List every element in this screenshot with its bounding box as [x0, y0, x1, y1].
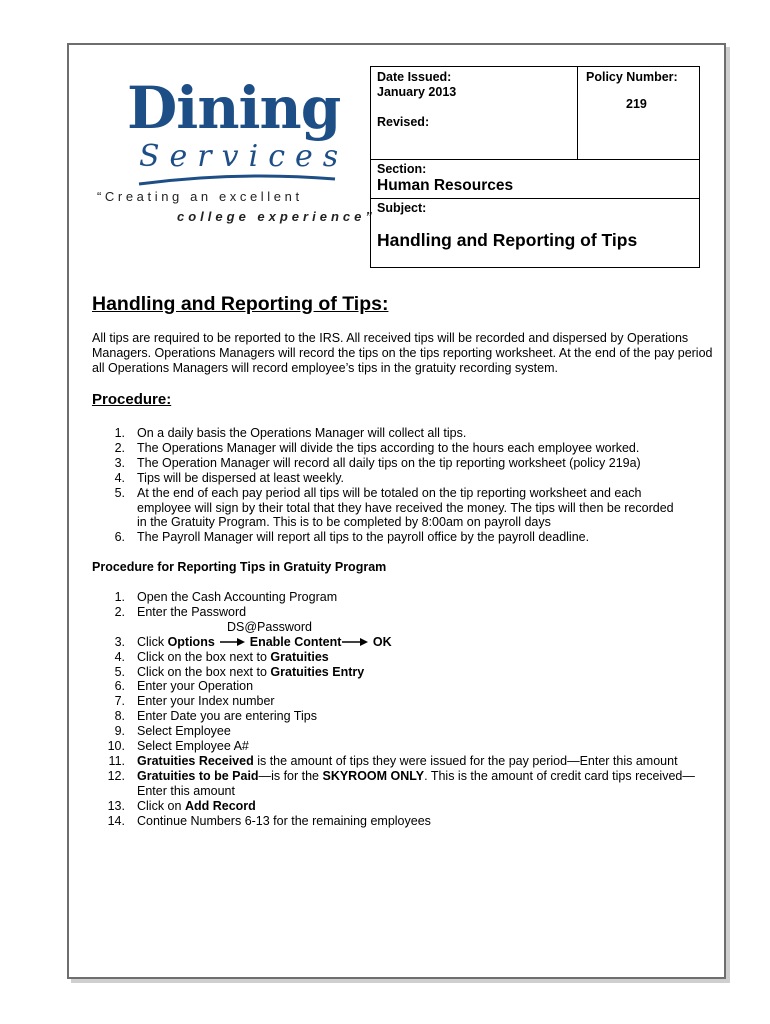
list-item: 11. Gratuities Received is the amount of tips they were issued for the pay period—Enter this amount — [108, 753, 678, 768]
list-item: 14. Continue Numbers 6-13 for the remaining employees — [107, 813, 431, 828]
logo-tagline-line2: college experience” — [177, 209, 376, 224]
policy-header-table — [370, 66, 700, 268]
intro-line: Managers. Operations Managers will record the tips on the tips reporting worksheet. At the end of the pay period — [92, 346, 713, 360]
list-item: 10. Select Employee A# — [107, 739, 249, 754]
document-page — [67, 43, 726, 979]
procedure-list — [92, 426, 712, 545]
list-item: 13. Click on Add Record — [107, 798, 256, 813]
list-item: 4. Click on the box next to Gratuities — [114, 649, 329, 664]
logo-services-text: Services — [139, 139, 349, 174]
list-item: 6. Enter your Operation — [114, 679, 254, 694]
list-item: 9. Select Employee — [114, 724, 231, 739]
list-item: 8. Enter Date you are entering Tips — [114, 709, 317, 724]
date-issued-label: Date Issued: — [377, 70, 452, 84]
gratuity-procedure-list — [92, 590, 712, 829]
dining-services-logo — [97, 73, 377, 243]
intro-paragraph — [92, 331, 732, 376]
date-cell — [371, 67, 578, 159]
list-item: 7. Enter your Index number — [114, 694, 275, 709]
arrow-right-icon — [218, 637, 246, 647]
policy-number-label: Policy Number: — [586, 70, 678, 84]
revised-label: Revised: — [377, 115, 430, 129]
list-item: 6. The Payroll Manager will report all tips to the payroll office by the payroll deadline. — [114, 530, 590, 545]
header-row-dates — [371, 67, 699, 160]
date-issued-value: January 2013 — [377, 85, 457, 99]
list-item: 5. Click on the box next to Gratuities Entry — [114, 664, 365, 679]
header-row-subject — [371, 199, 699, 267]
page-title: Handling and Reporting of Tips: — [92, 293, 389, 315]
arrow-right-icon — [341, 637, 369, 647]
logo-tagline-line1: “Creating an excellent — [97, 189, 303, 204]
subject-value: Handling and Reporting of Tips — [377, 230, 638, 250]
procedure-heading: Procedure: — [92, 391, 172, 408]
password-value: DS@Password — [227, 619, 312, 634]
section-value: Human Resources — [377, 177, 514, 194]
intro-line: All tips are required to be reported to the IRS. All received tips will be recorded and dispersed by Operations — [92, 331, 689, 345]
list-item: 2. The Operations Manager will divide the tips according to the hours each employee worked. — [114, 440, 640, 455]
subject-label: Subject: — [377, 201, 427, 215]
policy-number-value: 219 — [626, 97, 647, 111]
gratuity-procedure-heading: Procedure for Reporting Tips in Gratuity Program — [92, 560, 387, 574]
list-item: 3. The Operation Manager will record all daily tips on the tip reporting worksheet (policy 219a) — [114, 455, 641, 470]
intro-line: all Operations Managers will record employee’s tips in the gratuity recording system. — [92, 361, 558, 375]
section-label: Section: — [377, 162, 427, 176]
list-item: 1. Open the Cash Accounting Program — [114, 590, 338, 604]
list-item: 2. Enter the Password DS@Password — [92, 605, 712, 635]
list-item: 3. Click Options Enable Content OK — [114, 634, 392, 649]
logo-dining-text: Dining — [127, 74, 341, 142]
header-row-section — [371, 160, 699, 199]
list-item: 12. Gratuities to be Paid—is for the SKYROOM ONLY. This is the amount of credit card tips received— Enter this amount — [107, 768, 695, 798]
logo-swoosh-icon — [137, 173, 337, 187]
list-item: 5. At the end of each pay period all tips will be totaled on the tip reporting worksheet and each employee will sign by their total that they have received the money. The tips will then be recorded in the Gratuity Program. This is to be completed by 8:00am on payroll days — [114, 485, 674, 530]
list-item: 1. On a daily basis the Operations Manager will collect all tips. — [114, 426, 467, 440]
list-item: 4. Tips will be dispersed at least weekly. — [114, 470, 345, 485]
